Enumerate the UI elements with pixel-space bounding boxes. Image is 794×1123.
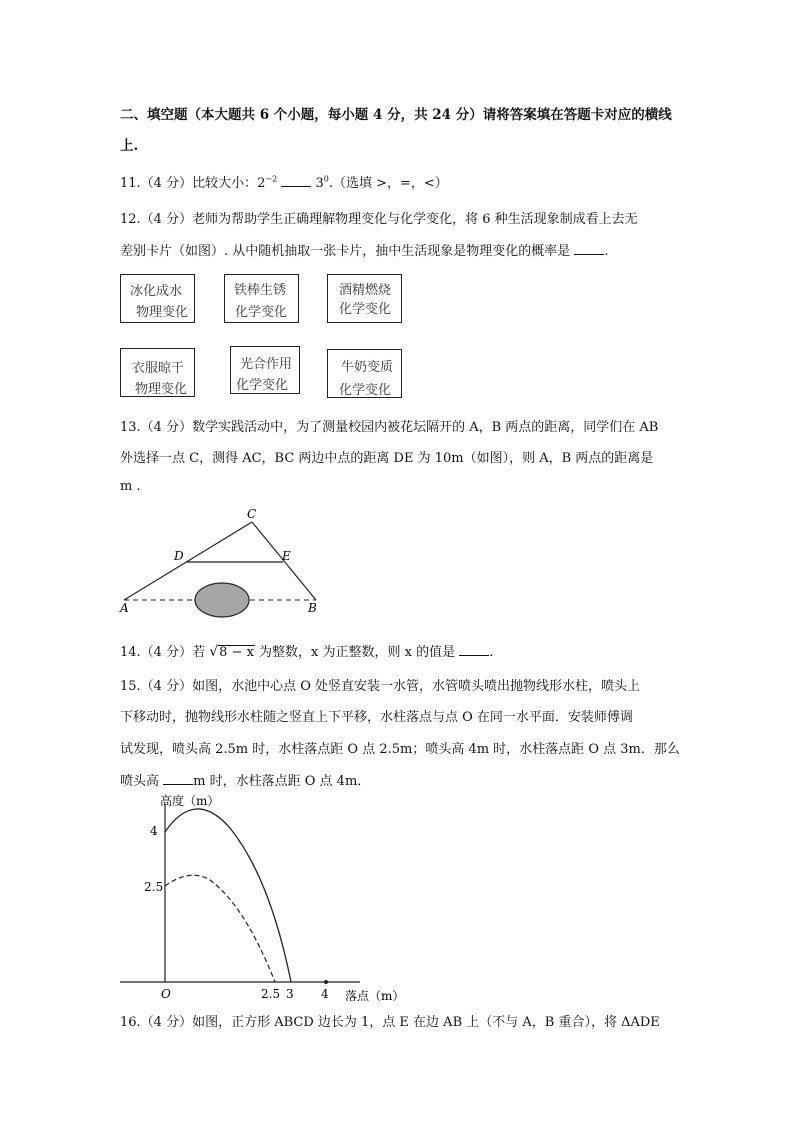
q11-exponent-2: 0 [323,174,329,184]
question-12-line2 [120,240,609,259]
question-15-line4 [120,770,370,789]
card-2 [224,274,299,323]
q12-text: 差别卡片（如图）. 从中随机抽取一张卡片，抽中生活现象是物理变化的概率是 [120,244,571,259]
card-2-top: 铁棒生锈 [234,283,287,298]
origin-label: O [161,987,171,1001]
card-1-bottom: 物理变化 [136,305,189,320]
dashed-parabola [165,875,275,982]
card-4-top: 衣服晾干 [132,361,185,376]
question-16-line1: 16.（4 分）如图，正方形 ABCD 边长为 1，点 E 在边 AB 上（不与 A，B 重合），将 ΔADE [120,1015,660,1030]
q15-line4-suffix: m 时，水柱落点距 O 点 4m． [193,774,371,789]
question-15-line3: 试发现，喷头高 2.5m 时，水柱落点距 O 点 2.5m；喷头高 4m 时，水柱落点距 O 点 3m．那么 [120,742,680,757]
label-c: C [247,507,257,521]
q14-radical: 8 − x [219,645,254,660]
card-4-bottom: 物理变化 [135,382,188,397]
question-15-line2: 下移动时，抛物线形水柱随之竖直上下平移，水柱落点与点 O 在同一水平面．安装师傅调 [120,710,633,725]
q14-answer-blank[interactable] [459,643,489,656]
x-axis-label: 落点（m） [345,989,405,1003]
question-13-line2: 外选择一点 C，测得 AC，BC 两边中点的距离 DE 为 10m（如图），则 A，B 两点的距离是 [120,451,654,466]
card-4 [120,348,195,397]
card-6-top: 牛奶变质 [341,360,394,375]
point-4 [324,980,328,984]
solid-parabola [165,809,291,982]
x-tick-2.5: 2.5 [261,987,281,1001]
card-6-bottom: 化学变化 [339,383,392,398]
q15-answer-blank[interactable] [163,772,193,785]
question-11 [120,172,448,191]
card-5 [230,346,300,394]
section-heading-cont: 上. [120,138,139,154]
card-2-bottom: 化学变化 [235,305,288,320]
question-15-line1: 15.（4 分）如图，水池中心点 O 处竖直安装一水管，水管喷头喷出抛物线形水柱，喷头上 [120,679,641,694]
card-3-bottom: 化学变化 [339,302,392,317]
q12-end: . [604,244,609,259]
x-tick-3: 3 [286,987,294,1001]
y-axis-label: 高度（m） [160,794,220,808]
card-6 [327,349,402,398]
q11-suffix: .（选填 >，=，<） [328,176,448,191]
card-5-bottom: 化学变化 [236,378,289,393]
label-d: D [174,549,184,563]
q11-answer-blank[interactable] [281,174,311,187]
card-1-top: 冰化成水 [130,284,183,299]
card-5-top: 光合作用 [240,357,293,372]
parabola-graph [110,788,410,1008]
q14-suffix: . [489,645,494,660]
q11-mid: 3 [315,176,324,191]
section-heading: 二、填空题（本大题共 6 个小题，每小题 4 分，共 24 分）请将答案填在答题卡对应的横线 [120,107,672,123]
flowerbed [195,583,249,617]
card-3-top: 酒精燃烧 [339,283,392,298]
card-3 [327,274,402,323]
y-tick-2.5: 2.5 [144,880,164,894]
label-b: B [308,601,317,615]
y-tick-4: 4 [150,824,158,838]
label-a: A [120,601,129,615]
question-13-line3: m . [120,479,141,494]
q12-answer-blank[interactable] [574,242,604,255]
q15-line4-prefix: 喷头高 [120,774,160,789]
q11-prefix: 11.（4 分）比较大小：2 [120,176,266,191]
triangle-figure [110,500,340,625]
card-1 [120,274,195,323]
q14-mid: 为整数，x 为正整数，则 x 的值是 [259,645,456,660]
question-13-line1: 13.（4 分）数学实践活动中，为了测量校园内被花坛隔开的 A，B 两点的距离，同学们在 AB [120,420,659,435]
x-tick-4: 4 [321,987,329,1001]
question-12-line1: 12.（4 分）老师为帮助学生正确理解物理变化与化学变化，将 6 种生活现象制成看上去无 [120,212,638,227]
q14-prefix: 14.（4 分）若 [120,645,206,660]
label-e: E [282,549,291,563]
question-14: 14.（4 分）若 √8 − x 为整数，x 为正整数，则 x 的值是 . [120,644,494,660]
q11-exponent-1: −2 [265,174,278,184]
